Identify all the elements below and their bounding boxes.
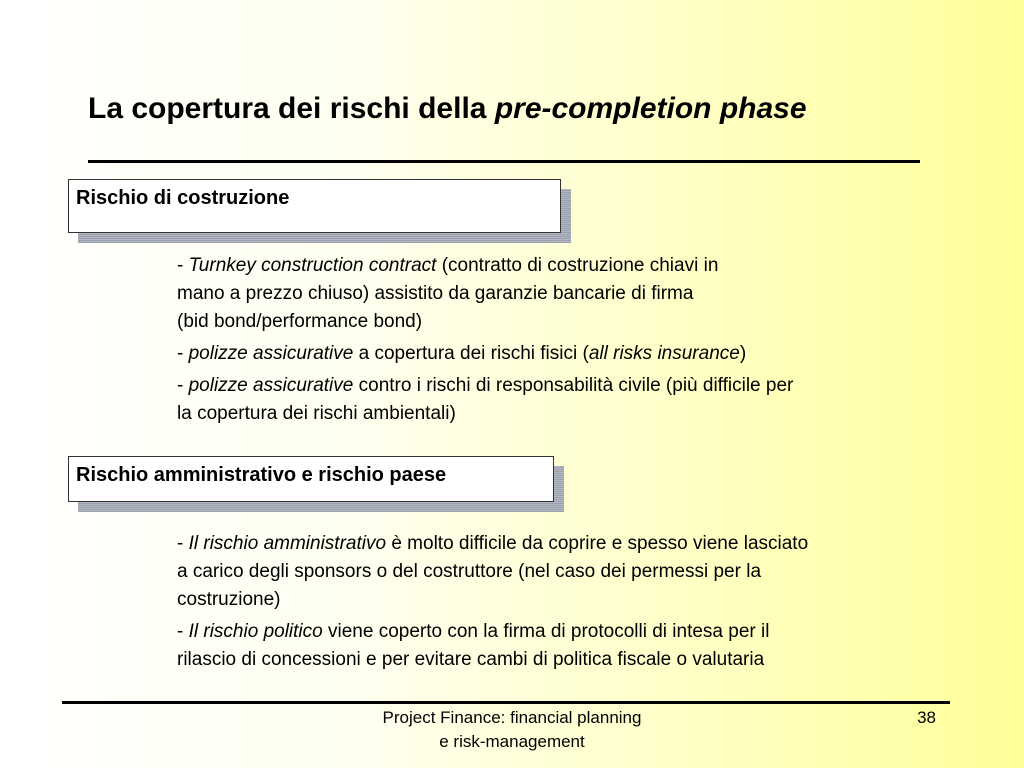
bullet-text: è molto difficile da coprire e spesso viene lasciato <box>386 533 809 554</box>
slide-title <box>88 92 807 126</box>
bullet-text: mano a prezzo chiuso) assistito da garanzie bancarie di firma <box>177 283 694 304</box>
bullet-italic-text: Il rischio politico <box>188 621 323 642</box>
bullet-italic-text: Il rischio amministrativo <box>188 533 387 554</box>
page-number: 38 <box>917 708 936 727</box>
bullet-item <box>177 530 947 614</box>
bullet-text: - <box>177 621 189 642</box>
bullet-list-administrative-country-risk <box>177 530 947 678</box>
slide-title-italic: pre-completion phase <box>494 92 807 125</box>
bullet-text: a carico degli sponsors o del costruttore (nel caso dei permessi per la <box>177 561 762 582</box>
bullet-italic-text: polizze assicurative <box>188 343 354 364</box>
footer-caption <box>312 706 712 754</box>
bullet-text: costruzione) <box>177 589 281 610</box>
bullet-text: - <box>177 375 189 396</box>
bullet-text: - <box>177 343 189 364</box>
bullet-item <box>177 618 947 674</box>
bullet-item <box>177 340 927 368</box>
footer-line-2: e risk-management <box>439 732 585 751</box>
bullet-italic-text: all risks insurance <box>588 343 740 364</box>
bullet-text: contro i rischi di responsabilità civile (più difficile per <box>353 375 794 396</box>
bullet-italic-text: Turnkey construction contract <box>188 255 437 276</box>
bullet-text: a copertura dei rischi fisici ( <box>353 343 589 364</box>
slide-title-main: La copertura dei rischi della <box>88 92 495 125</box>
section-box-construction-risk <box>68 179 561 233</box>
bullet-italic-text: polizze assicurative <box>188 375 354 396</box>
bullet-text: rilascio di concessioni e per evitare cambi di politica fiscale o valutaria <box>177 649 765 670</box>
bullet-text: - <box>177 255 189 276</box>
title-underline <box>88 160 920 163</box>
bullet-text: (bid bond/performance bond) <box>177 311 423 332</box>
footer-line-1: Project Finance: financial planning <box>382 708 642 727</box>
bullet-item <box>177 252 927 336</box>
bullet-text: la copertura dei rischi ambientali) <box>177 403 456 424</box>
section-box-administrative-country-risk <box>68 456 554 502</box>
bullet-item <box>177 372 927 428</box>
bullet-text: viene coperto con la firma di protocolli di intesa per il <box>322 621 770 642</box>
section-header-construction-risk: Rischio di costruzione <box>68 179 561 233</box>
section-header-administrative-country-risk: Rischio amministrativo e rischio paese <box>68 456 554 502</box>
bullet-text: - <box>177 533 189 554</box>
bullet-text: ) <box>739 343 747 364</box>
bullet-text: (contratto di costruzione chiavi in <box>436 255 719 276</box>
bullet-list-construction-risk <box>177 252 927 432</box>
footer-rule <box>62 701 950 704</box>
